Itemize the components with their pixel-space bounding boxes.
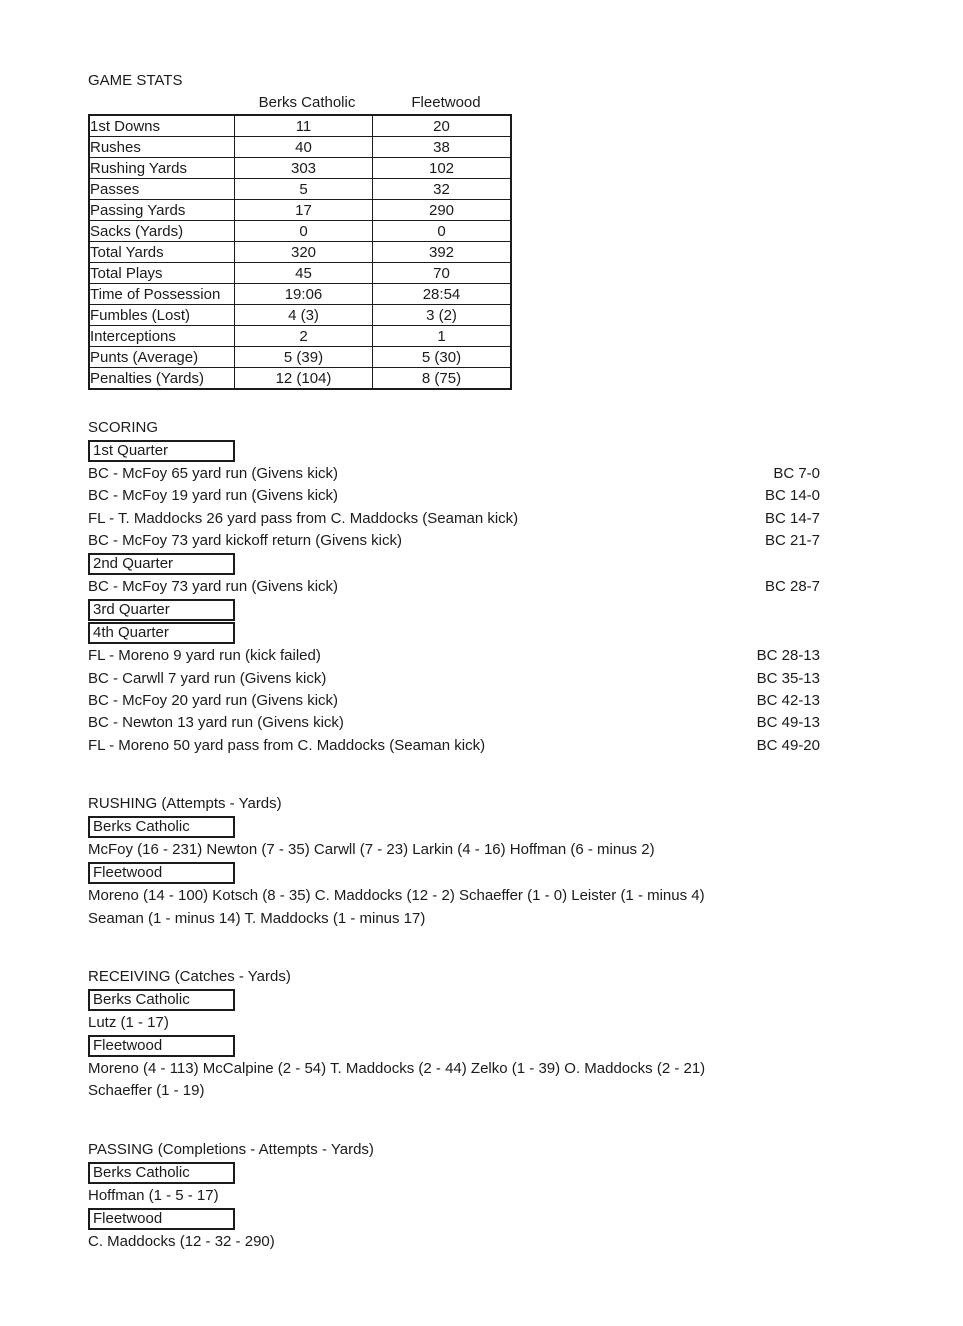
stat-value-fleetwood: 3 (2): [373, 305, 512, 326]
table-row: [89, 305, 511, 326]
stat-value-berks-catholic: 0: [235, 221, 373, 242]
stat-value-fleetwood: 5 (30): [373, 347, 512, 368]
team-box-fleetwood: Fleetwood: [88, 1035, 235, 1057]
stat-label: Passing Yards: [89, 200, 235, 221]
passing-section: [88, 1139, 963, 1254]
stat-label: Rushing Yards: [89, 158, 235, 179]
stat-value-berks-catholic: 45: [235, 263, 373, 284]
play-description: BC - Newton 13 yard run (Givens kick): [88, 714, 344, 732]
rushing-section: [88, 793, 963, 930]
play-score: BC 14-7: [764, 509, 820, 527]
team-box-berks-catholic: Berks Catholic: [88, 816, 235, 838]
table-row: [89, 137, 511, 158]
stat-label: Total Yards: [89, 242, 235, 263]
stat-value-fleetwood: 102: [373, 158, 512, 179]
receiving-stat-line: Moreno (4 - 113) McCalpine (2 - 54) T. Maddocks (2 - 44) Zelko (1 - 39) O. Maddocks (2 - 21): [88, 1060, 706, 1078]
table-row: [89, 158, 511, 179]
play-description: FL - T. Maddocks 26 yard pass from C. Maddocks (Seaman kick): [88, 509, 519, 527]
column-header-spacer: [88, 92, 237, 114]
stat-value-fleetwood: 290: [373, 200, 512, 221]
stat-value-fleetwood: 392: [373, 242, 512, 263]
stat-label: Punts (Average): [89, 347, 235, 368]
scoring-play-row: [88, 530, 820, 552]
play-score: BC 49-20: [756, 736, 820, 754]
play-description: FL - Moreno 9 yard run (kick failed): [88, 647, 321, 665]
play-description: BC - McFoy 19 yard run (Givens kick): [88, 487, 339, 505]
game-stats-title: GAME STATS: [88, 72, 183, 89]
stat-value-fleetwood: 28:54: [373, 284, 512, 305]
receiving-title: RECEIVING (Catches - Yards): [88, 967, 291, 985]
quarter-box-4th: 4th Quarter: [88, 622, 235, 644]
stat-value-fleetwood: 38: [373, 137, 512, 158]
stat-value-fleetwood: 70: [373, 263, 512, 284]
stat-value-berks-catholic: 303: [235, 158, 373, 179]
stat-label: Rushes: [89, 137, 235, 158]
stat-value-berks-catholic: 40: [235, 137, 373, 158]
passing-stat-line: Hoffman (1 - 5 - 17): [88, 1186, 219, 1204]
stat-label: Time of Possession: [89, 284, 235, 305]
play-score: BC 28-13: [756, 647, 820, 665]
stats-table-column-headers: [88, 92, 515, 114]
stat-label: Passes: [89, 179, 235, 200]
receiving-stat-line: Schaeffer (1 - 19): [88, 1082, 205, 1100]
stat-label: 1st Downs: [89, 115, 235, 137]
play-score: BC 42-13: [756, 692, 820, 710]
play-score: BC 28-7: [764, 578, 820, 596]
play-description: BC - McFoy 73 yard kickoff return (Givens kick): [88, 531, 402, 549]
stat-value-berks-catholic: 19:06: [235, 284, 373, 305]
play-score: BC 21-7: [764, 531, 820, 549]
scoring-title: SCORING: [88, 419, 159, 436]
scoring-play-row: [88, 645, 820, 667]
stat-value-fleetwood: 20: [373, 115, 512, 137]
scoring-play-row: [88, 735, 820, 757]
scoring-play-row: [88, 576, 820, 598]
table-row: [89, 179, 511, 200]
stat-value-berks-catholic: 5: [235, 179, 373, 200]
team-box-fleetwood: Fleetwood: [88, 862, 235, 884]
stat-value-berks-catholic: 5 (39): [235, 347, 373, 368]
quarter-box-2nd: 2nd Quarter: [88, 553, 235, 575]
stat-label: Interceptions: [89, 326, 235, 347]
team-box-berks-catholic: Berks Catholic: [88, 1162, 235, 1184]
play-description: BC - McFoy 20 yard run (Givens kick): [88, 692, 339, 710]
stat-value-fleetwood: 0: [373, 221, 512, 242]
stat-value-fleetwood: 8 (75): [373, 368, 512, 390]
quarter-box-1st: 1st Quarter: [88, 440, 235, 462]
scoring-play-row: [88, 463, 820, 485]
game-stats-table: [88, 114, 512, 390]
scoring-play-row: [88, 668, 820, 690]
play-score: BC 14-0: [764, 487, 820, 505]
rushing-stat-line: Seaman (1 - minus 14) T. Maddocks (1 - minus 17): [88, 909, 426, 927]
stat-value-berks-catholic: 2: [235, 326, 373, 347]
table-row: [89, 326, 511, 347]
stat-value-berks-catholic: 12 (104): [235, 368, 373, 390]
team-box-fleetwood: Fleetwood: [88, 1208, 235, 1230]
play-score: BC 35-13: [756, 669, 820, 687]
quarter-box-3rd: 3rd Quarter: [88, 599, 235, 621]
table-row: [89, 221, 511, 242]
game-stats-section: [88, 70, 963, 390]
stat-label: Fumbles (Lost): [89, 305, 235, 326]
table-row: [89, 284, 511, 305]
column-header-fleetwood: Fleetwood: [411, 94, 481, 111]
team-box-berks-catholic: Berks Catholic: [88, 989, 235, 1011]
scoring-play-row: [88, 712, 820, 734]
table-row: [89, 242, 511, 263]
column-header-berks-catholic: Berks Catholic: [258, 94, 356, 111]
play-description: BC - Carwll 7 yard run (Givens kick): [88, 669, 327, 687]
stat-value-berks-catholic: 11: [235, 115, 373, 137]
receiving-stat-line: Lutz (1 - 17): [88, 1013, 169, 1031]
play-score: BC 7-0: [773, 465, 820, 482]
receiving-section: [88, 966, 963, 1103]
rushing-title: RUSHING (Attempts - Yards): [88, 794, 282, 812]
scoring-section: [88, 417, 963, 757]
play-description: BC - McFoy 73 yard run (Givens kick): [88, 578, 339, 596]
stat-value-fleetwood: 1: [373, 326, 512, 347]
table-row: [89, 347, 511, 368]
scoring-play-row: [88, 485, 820, 507]
table-row: [89, 368, 511, 390]
passing-title: PASSING (Completions - Attempts - Yards): [88, 1140, 374, 1158]
stat-value-berks-catholic: 17: [235, 200, 373, 221]
rushing-stat-line: McFoy (16 - 231) Newton (7 - 35) Carwll (7 - 23) Larkin (4 - 16) Hoffman (6 - minus 2): [88, 840, 655, 858]
stat-value-berks-catholic: 4 (3): [235, 305, 373, 326]
rushing-stat-line: Moreno (14 - 100) Kotsch (8 - 35) C. Maddocks (12 - 2) Schaeffer (1 - 0) Leister (1 - minus 4): [88, 887, 705, 905]
stat-value-berks-catholic: 320: [235, 242, 373, 263]
play-description: FL - Moreno 50 yard pass from C. Maddocks (Seaman kick): [88, 736, 486, 754]
play-score: BC 49-13: [756, 714, 820, 732]
stat-label: Total Plays: [89, 263, 235, 284]
scoring-play-row: [88, 508, 820, 530]
stat-label: Penalties (Yards): [89, 368, 235, 390]
stat-value-fleetwood: 32: [373, 179, 512, 200]
passing-stat-line: C. Maddocks (12 - 32 - 290): [88, 1233, 275, 1251]
table-row: [89, 115, 511, 137]
table-row: [89, 263, 511, 284]
scoring-play-row: [88, 690, 820, 712]
play-description: BC - McFoy 65 yard run (Givens kick): [88, 465, 339, 482]
table-row: [89, 200, 511, 221]
stat-label: Sacks (Yards): [89, 221, 235, 242]
